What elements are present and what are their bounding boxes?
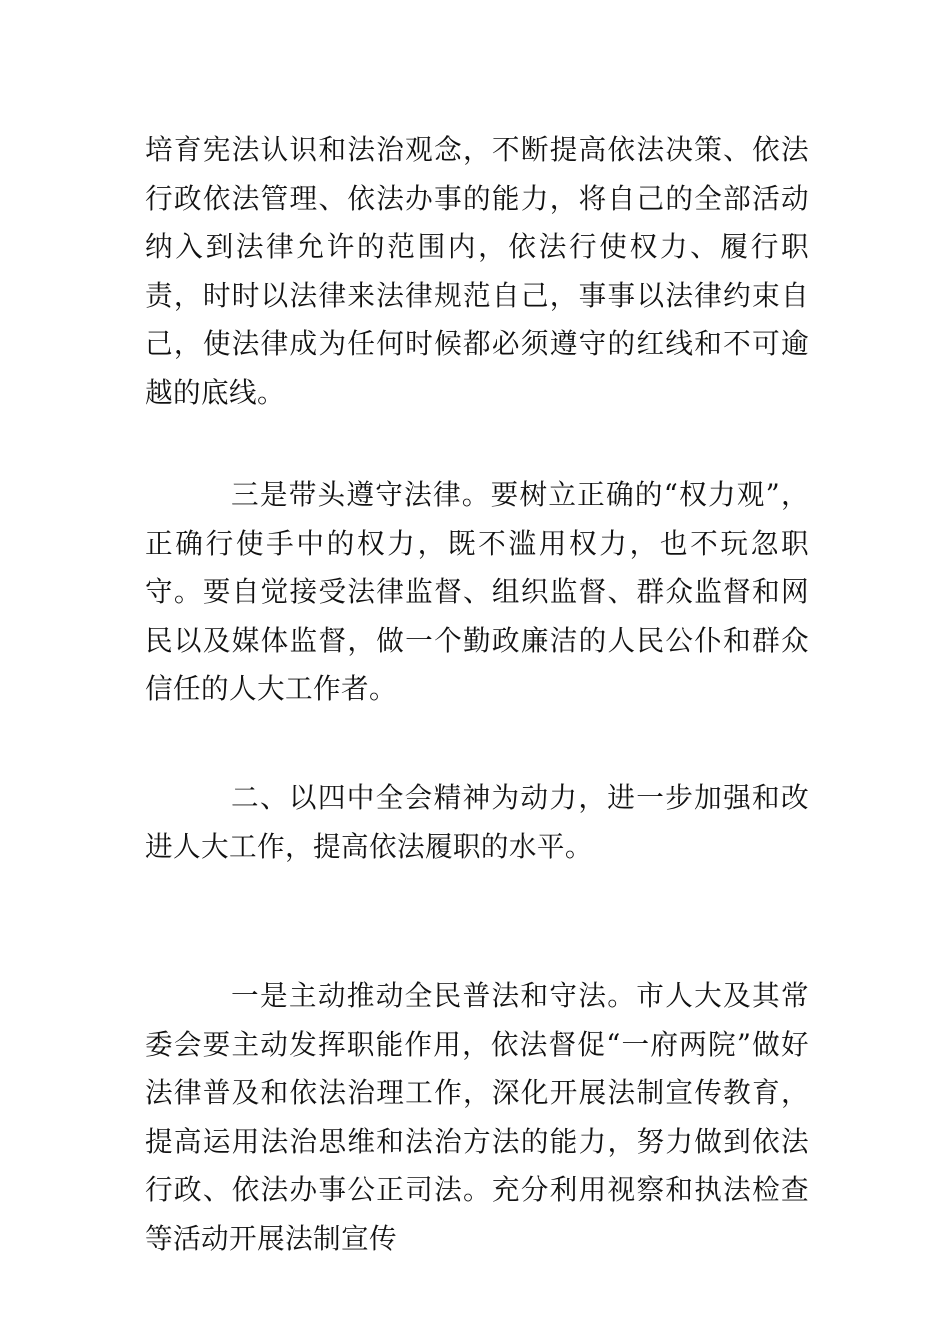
paragraph-lead-by-example: 三是带头遵守法律。要树立正确的“权力观”，正确行使手中的权力，既不滥用权力，也不玩忽职守。要自觉接受法律监督、组织监督、群众监督和网民以及媒体监督，做一个勤政廉洁的人民公仆和群众信任的人大工作者。 bbox=[145, 478, 809, 705]
section-heading-two: 二、以四中全会精神为动力，进一步加强和改进人大工作，提高依法履职的水平。 bbox=[145, 781, 809, 863]
paragraph-promote-law: 一是主动推动全民普法和守法。市人大及其常委会要主动发挥职能作用，依法督促“一府两院”做好法律普及和依法治理工作，深化开展法制宣传教育，提高运用法治思维和法治方法的能力，努力做到依法行政、依法办事公正司法。充分利用视察和执法检查等活动开展法制宣传 bbox=[145, 979, 809, 1255]
paragraph-continuation: 培育宪法认识和法治观念，不断提高依法决策、依法行政依法管理、依法办事的能力，将自己的全部活动纳入到法律允许的范围内，依法行使权力、履行职责，时时以法律来法律规范自己，事事以法律约束自己，使法律成为任何时候都必须遵守的红线和不可逾越的底线。 bbox=[145, 133, 809, 409]
